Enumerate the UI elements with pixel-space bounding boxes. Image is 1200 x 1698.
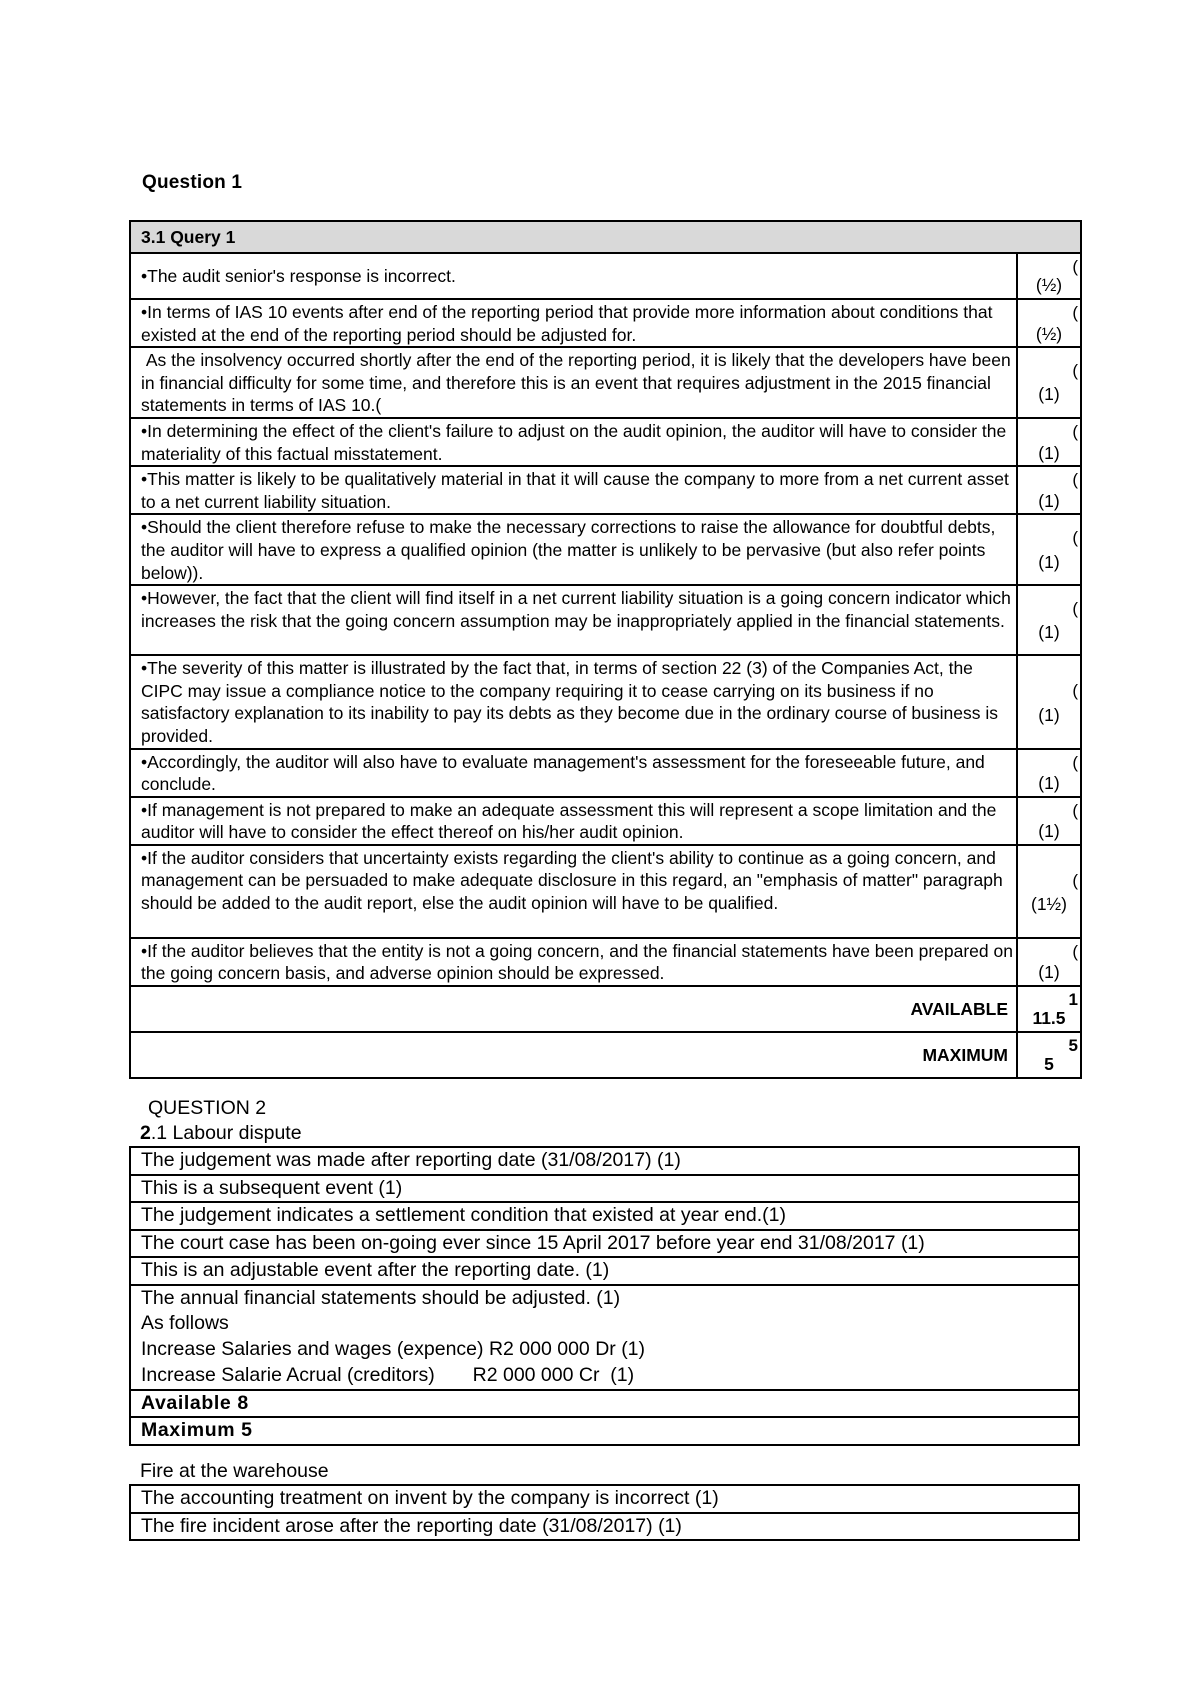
answer-text: •Should the client therefore refuse to make the necessary corrections to raise the allowance for doubtful debts, the auditor will have to express a qualified opinion (the matter is unlikely to be pervasive (but also refer points below)). [130, 514, 1017, 585]
adjustment-line: Increase Salarie Acrual (creditors) R2 000 000 Cr (1) [141, 1363, 635, 1386]
answer-text: •This matter is likely to be qualitatively material in that it will cause the company to more from a net current asset to a net current liability situation. [130, 466, 1017, 514]
query-1-table [129, 220, 1082, 1079]
answer-row [130, 749, 1081, 797]
answer-text: •If management is not prepared to make an adequate assessment this will represent a scope limitation and the auditor will have to consider the effect thereof on his/her audit opinion. [130, 797, 1017, 845]
mark-cell: ( (1) [1017, 797, 1081, 845]
fire-row-text: The accounting treatment on invent by the company is incorrect (1) [130, 1485, 1079, 1513]
mark-cell: ( (1½) [1017, 845, 1081, 938]
fire-row [130, 1485, 1079, 1513]
labour-row-text: The judgement indicates a settlement condition that existed at year end.(1) [130, 1202, 1079, 1230]
answer-text: •Accordingly, the auditor will also have to evaluate management's assessment for the foreseeable future, and conclude. [130, 749, 1017, 797]
labour-adjustment-row [130, 1285, 1079, 1390]
labour-available: Available 8 [130, 1390, 1079, 1418]
question-1-heading: Question 1 [142, 172, 243, 193]
answer-row [130, 514, 1081, 585]
labour-dispute-table [129, 1146, 1080, 1446]
answer-text: •In terms of IAS 10 events after end of the reporting period that provide more information about conditions that existed at the end of the reporting period should be adjusted for. [130, 299, 1017, 347]
answer-row [130, 299, 1081, 347]
labour-maximum: Maximum 5 [130, 1417, 1079, 1445]
fire-heading: Fire at the warehouse [140, 1460, 329, 1482]
labour-maximum-row [130, 1417, 1079, 1445]
labour-row [130, 1230, 1079, 1258]
mark-cell: ( (1) [1017, 749, 1081, 797]
adjustment-line: As follows [141, 1312, 229, 1335]
answer-text: •If the auditor believes that the entity is not a going concern, and the financial statements have been prepared on the going concern basis, and adverse opinion should be expressed. [130, 938, 1017, 986]
labour-adjustment-cell [130, 1285, 1079, 1390]
answer-text: •The severity of this matter is illustrated by the fact that, in terms of section 22 (3) of the Companies Act, the CIPC may issue a compliance notice to the company requiring it to cease carrying on its business if no satisfactory explanation to its inability to pay its debts as they become due in the ordinary course of business is provided. [130, 655, 1017, 748]
labour-row-text: This is an adjustable event after the reporting date. (1) [130, 1257, 1079, 1285]
labour-row [130, 1257, 1079, 1285]
query-1-header-row [130, 221, 1081, 253]
mark-cell: ( (1) [1017, 655, 1081, 748]
mark-cell: ( (1) [1017, 347, 1081, 418]
answer-row [130, 347, 1081, 418]
answer-row [130, 253, 1081, 299]
answer-text: •If the auditor considers that uncertainty exists regarding the client's ability to continue as a going concern, and management can be persuaded to make adequate disclosure in this regard, an "emphasis of matter" paragraph should be added to the audit report, else the audit opinion will have to be qualified. [130, 845, 1017, 938]
labour-row [130, 1147, 1079, 1175]
sub-number: 2 [140, 1122, 151, 1144]
available-label: AVAILABLE [130, 986, 1017, 1032]
fire-row-text: The fire incident arose after the reporting date (31/08/2017) (1) [130, 1513, 1079, 1541]
answer-row [130, 797, 1081, 845]
answer-text: •In determining the effect of the client's failure to adjust on the audit opinion, the auditor will have to consider the materiality of this factual misstatement. [130, 418, 1017, 466]
answer-text: As the insolvency occurred shortly after the end of the reporting period, it is likely that the developers have been in financial difficulty for some time, and therefore this is an event that requires adjustment in the 2015 financial statements in terms of IAS 10.( [130, 347, 1017, 418]
mark-cell: ( (½) [1017, 253, 1081, 299]
mark-cell: ( (½) [1017, 299, 1081, 347]
fire-row [130, 1513, 1079, 1541]
labour-available-row [130, 1390, 1079, 1418]
labour-row [130, 1175, 1079, 1203]
maximum-row [130, 1032, 1081, 1078]
answer-row [130, 655, 1081, 748]
answer-row [130, 585, 1081, 655]
question-2-heading: QUESTION 2 [148, 1097, 267, 1119]
answer-text: •However, the fact that the client will find itself in a net current liability situation is a going concern indicator which increases the risk that the going concern assumption may be inappropriately applied in the financial statements. [130, 585, 1017, 655]
answer-row [130, 938, 1081, 986]
mark-cell: ( (1) [1017, 514, 1081, 585]
answer-row [130, 418, 1081, 466]
labour-row [130, 1202, 1079, 1230]
answer-row [130, 845, 1081, 938]
answer-text: •The audit senior's response is incorrect. [130, 253, 1017, 299]
labour-dispute-heading [140, 1122, 302, 1145]
mark-cell: ( (1) [1017, 418, 1081, 466]
labour-row-text: The judgement was made after reporting date (31/08/2017) (1) [130, 1147, 1079, 1175]
maximum-label: MAXIMUM [130, 1032, 1017, 1078]
available-row [130, 986, 1081, 1032]
mark-cell: ( (1) [1017, 585, 1081, 655]
maximum-mark: 5 5 [1017, 1032, 1081, 1078]
sub-title: .1 Labour dispute [150, 1122, 302, 1144]
labour-row-text: The court case has been on-going ever since 15 April 2017 before year end 31/08/2017 (1) [130, 1230, 1079, 1258]
available-mark: 1 11.5 [1017, 986, 1081, 1032]
adjustment-line: The annual financial statements should be adjusted. (1) [141, 1286, 621, 1309]
labour-row-text: This is a subsequent event (1) [130, 1175, 1079, 1203]
adjustment-line: Increase Salaries and wages (expence) R2 000 000 Dr (1) [141, 1338, 646, 1361]
mark-cell: ( (1) [1017, 938, 1081, 986]
query-1-header: 3.1 Query 1 [130, 221, 1081, 253]
fire-table [129, 1484, 1080, 1541]
mark-cell: ( (1) [1017, 466, 1081, 514]
answer-row [130, 466, 1081, 514]
